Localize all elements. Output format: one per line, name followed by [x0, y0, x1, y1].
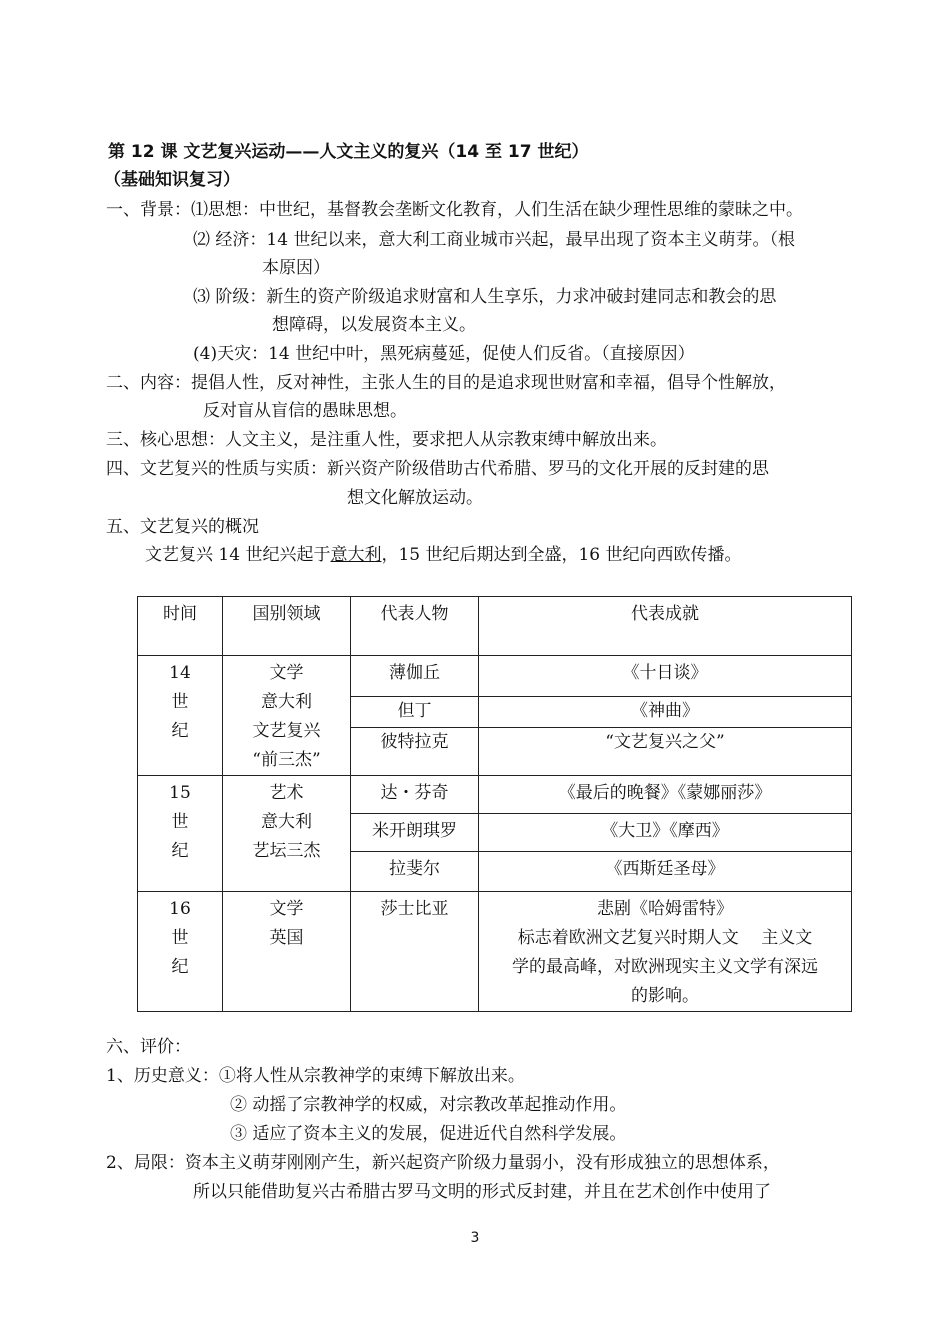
background-economy-cont: 本原因）: [262, 258, 330, 278]
content-line: 二、内容：提倡人性，反对神性，主张人生的目的是追求现世财富和幸福，倡导个性解放，: [106, 373, 786, 393]
overview-text: [145, 543, 742, 567]
review-subtitle: （基础知识复习）: [104, 170, 240, 190]
work-cell: 《最后的晚餐》《蒙娜丽莎》: [479, 776, 852, 814]
background-class: ⑶ 阶级：新生的资产阶级追求财富和人生享乐，力求冲破封建同志和教会的思: [193, 287, 777, 307]
time-cell: 15 世 纪: [138, 776, 223, 892]
background-economy: ⑵ 经济：14 世纪以来，意大利工商业城市兴起，最早出现了资本主义萌芽。（根: [193, 230, 795, 250]
table-row: [138, 776, 852, 814]
evaluation-heading: 六、评价：: [106, 1037, 191, 1057]
background-class-cont: 想障碍，以发展资本主义。: [272, 315, 476, 335]
content-line-cont: 反对盲从盲信的愚昧思想。: [203, 401, 407, 421]
table-row: [138, 656, 852, 697]
lesson-title: 第 12 课 文艺复兴运动——人文主义的复兴（14 至 17 世纪）: [108, 142, 589, 162]
limitation-cont: 所以只能借助复兴古希腊古罗马文明的形式反封建，并且在艺术创作中使用了: [193, 1182, 771, 1202]
field-cell: 艺术 意大利 艺坛三杰: [223, 776, 351, 892]
background-thought: 一、背景：⑴思想：中世纪，基督教会垄断文化教育，人们生活在缺少理性思维的蒙昧之中。: [106, 200, 803, 220]
work-cell: 《十日谈》: [479, 656, 852, 697]
person-cell: 薄伽丘: [351, 656, 479, 697]
time-cell: 14 世 纪: [138, 656, 223, 776]
table-row: [138, 892, 852, 1012]
core-idea: 三、核心思想：人文主义，是注重人性，要求把人从宗教束缚中解放出来。: [106, 430, 667, 450]
work-cell: 《西斯廷圣母》: [479, 852, 852, 892]
overview-post: ，15 世纪后期达到全盛，16 世纪向西欧传播。: [381, 545, 742, 565]
header-time: 时间: [138, 597, 223, 656]
overview-pre: 文艺复兴 14 世纪兴起于: [145, 545, 331, 565]
background-disaster: (4)天灾：14 世纪中叶，黑死病蔓延，促使人们反省。（直接原因）: [193, 344, 695, 364]
header-person: 代表人物: [351, 597, 479, 656]
person-cell: 米开朗琪罗: [351, 814, 479, 852]
time-cell: 16 世 纪: [138, 892, 223, 1012]
field-cell: 文学 意大利 文艺复兴 “前三杰”: [223, 656, 351, 776]
header-field: 国别领域: [223, 597, 351, 656]
nature-line-cont: 想文化解放运动。: [347, 488, 483, 508]
person-cell: 但丁: [351, 697, 479, 728]
limitation: 2、局限：资本主义萌芽刚刚产生，新兴起资产阶级力量弱小，没有形成独立的思想体系，: [106, 1153, 780, 1173]
work-cell: 《神曲》: [479, 697, 852, 728]
person-cell: 莎士比亚: [351, 892, 479, 1012]
table-header-row: [138, 597, 852, 656]
work-cell: 悲剧《哈姆雷特》 标志着欧洲文艺复兴时期人文 主义文 学的最高峰，对欧洲现实主义文学有深远 的影响。: [479, 892, 852, 1012]
renaissance-table: [137, 596, 852, 1012]
person-cell: 达・芬奇: [351, 776, 479, 814]
overview-italy: 意大利: [330, 545, 382, 565]
overview-heading: 五、文艺复兴的概况: [106, 517, 259, 537]
work-cell: 《大卫》《摩西》: [479, 814, 852, 852]
page-number: 3: [470, 1230, 480, 1246]
historical-significance: 1、历史意义：①将人性从宗教神学的束缚下解放出来。: [106, 1066, 525, 1086]
nature-line: 四、文艺复兴的性质与实质：新兴资产阶级借助古代希腊、罗马的文化开展的反封建的思: [106, 459, 769, 479]
work-cell: “文艺复兴之父”: [479, 728, 852, 776]
person-cell: 拉斐尔: [351, 852, 479, 892]
significance-2: ② 动摇了宗教神学的权威，对宗教改革起推动作用。: [230, 1095, 627, 1115]
header-work: 代表成就: [479, 597, 852, 656]
significance-3: ③ 适应了资本主义的发展，促进近代自然科学发展。: [230, 1124, 627, 1144]
person-cell: 彼特拉克: [351, 728, 479, 776]
field-cell: 文学 英国: [223, 892, 351, 1012]
